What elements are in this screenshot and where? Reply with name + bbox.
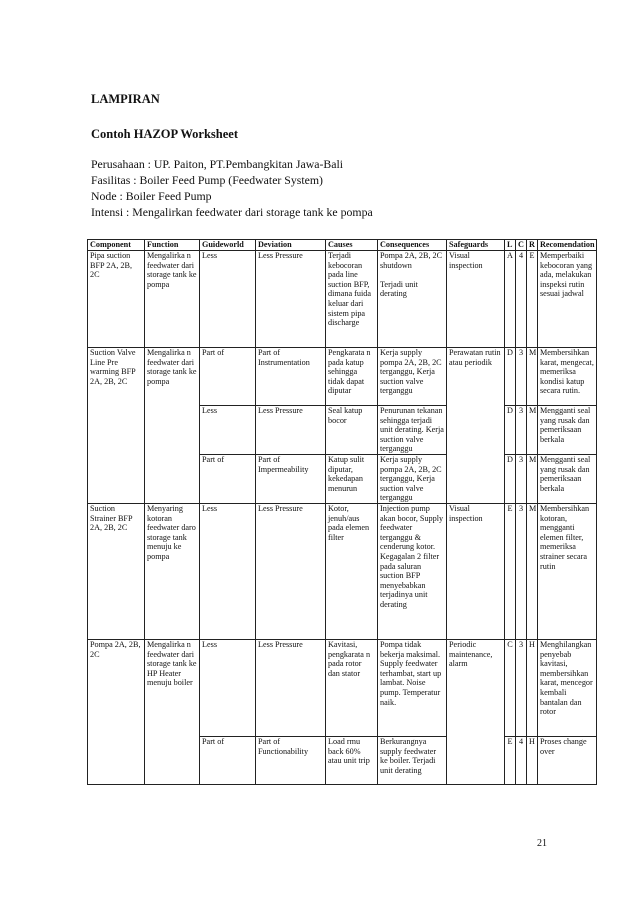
component-cell: Suction Valve Line Pre warming BFP 2A, 2B, 2C	[88, 348, 145, 504]
likelihood-cell: D	[505, 348, 516, 406]
page-number: 21	[537, 838, 547, 849]
function-cell: Mengalirka n feedwater dari storage tank ke pompa	[145, 348, 200, 504]
recommendation-cell: Membersihkan karat, mengecat, memeriksa kondisi katup secara rutin.	[538, 348, 597, 406]
info-block	[91, 156, 373, 220]
header-l: L	[505, 240, 516, 251]
header-deviation: Deviation	[256, 240, 326, 251]
table-row	[88, 503, 597, 639]
recommendation-cell: Memperbaiki kebocoran yang ada, melakukan inspeksi rutin sesuai jadwal	[538, 251, 597, 348]
header-function: Function	[145, 240, 200, 251]
likelihood-cell: C	[505, 639, 516, 736]
likelihood-cell: E	[505, 736, 516, 784]
causes-cell: Katup sulit diputar, kekedapan menurun	[326, 454, 378, 503]
table-row	[88, 251, 597, 348]
causes-cell: Terjadi kebocoran pada line suction BFP, dimana fuida keluar dari sistem pipa discharge	[326, 251, 378, 348]
recommendation-cell: Mengganti seal yang rusak dan pemeriksaan berkala	[538, 454, 597, 503]
facility-line: Fasilitas : Boiler Feed Pump (Feedwater System)	[91, 173, 323, 187]
appendix-heading: LAMPIRAN	[91, 92, 160, 106]
component-cell: Pipa suction BFP 2A, 2B, 2C	[88, 251, 145, 348]
likelihood-cell: D	[505, 406, 516, 455]
guideword-cell: Part of	[200, 736, 256, 784]
table-row	[88, 348, 597, 406]
risk-cell: M	[527, 348, 538, 406]
likelihood-cell: D	[505, 454, 516, 503]
consequence-rating-cell: 4	[516, 736, 527, 784]
deviation-cell: Less Pressure	[256, 406, 326, 455]
risk-cell: M	[527, 503, 538, 639]
consequences-cell: Pompa 2A, 2B, 2C shutdown Terjadi unit derating	[378, 251, 447, 348]
likelihood-cell: E	[505, 503, 516, 639]
header-consequences: Consequences	[378, 240, 447, 251]
consequence-rating-cell: 4	[516, 251, 527, 348]
safeguards-cell: Visual inspection	[447, 251, 505, 348]
deviation-cell: Part of Impermeability	[256, 454, 326, 503]
header-guideword: Guideworld	[200, 240, 256, 251]
safeguards-cell: Visual inspection	[447, 503, 505, 639]
company-line: Perusahaan : UP. Paiton, PT.Pembangkitan Jawa-Bali	[91, 157, 344, 171]
component-cell: Suction Strainer BFP 2A, 2B, 2C	[88, 503, 145, 639]
recommendation-cell: Membersihkan kotoran, mengganti elemen filter, memeriksa strainer secara rutin	[538, 503, 597, 639]
deviation-cell: Part of Functionability	[256, 736, 326, 784]
deviation-cell: Part of Instrumentation	[256, 348, 326, 406]
causes-cell: Pengkarata n pada katup sehingga tidak dapat diputar	[326, 348, 378, 406]
causes-cell: Kavitasi, pengkarata n pada rotor dan stator	[326, 639, 378, 736]
consequence-rating-cell: 3	[516, 454, 527, 503]
deviation-cell: Less Pressure	[256, 251, 326, 348]
guideword-cell: Less	[200, 406, 256, 455]
consequence-rating-cell: 3	[516, 348, 527, 406]
header-r: R	[527, 240, 538, 251]
deviation-cell: Less Pressure	[256, 639, 326, 736]
node-line: Node : Boiler Feed Pump	[91, 189, 212, 203]
causes-cell: Kotor, jenuh/aus pada elemen filter	[326, 503, 378, 639]
risk-cell: M	[527, 454, 538, 503]
function-cell: Mengalirka n feedwater dari storage tank ke HP Heater menuju boiler	[145, 639, 200, 784]
likelihood-cell: A	[505, 251, 516, 348]
recommendation-cell: Proses change over	[538, 736, 597, 784]
guideword-cell: Less	[200, 639, 256, 736]
consequences-cell: Pompa tidak bekerja maksimal. Supply feedwater terhambat, start up lambat. Noise pump. Temperatur naik.	[378, 639, 447, 736]
component-cell: Pompa 2A, 2B, 2C	[88, 639, 145, 784]
table-header-row	[88, 240, 597, 251]
consequences-cell: Kerja supply pompa 2A, 2B, 2C terganggu, Kerja suction valve terganggu	[378, 454, 447, 503]
risk-cell: H	[527, 736, 538, 784]
function-cell: Mengalirka n feedwater dari storage tank ke pompa	[145, 251, 200, 348]
function-cell: Menyaring kotoran feedwater daro storage tank menuju ke pompa	[145, 503, 200, 639]
consequence-rating-cell: 3	[516, 503, 527, 639]
deviation-cell: Less Pressure	[256, 503, 326, 639]
header-safeguards: Safeguards	[447, 240, 505, 251]
guideword-cell: Less	[200, 503, 256, 639]
consequences-cell: Penurunan tekanan sehingga terjadi unit derating. Kerja suction valve terganggu	[378, 406, 447, 455]
intention-line: Intensi : Mengalirkan feedwater dari storage tank ke pompa	[91, 205, 373, 219]
recommendation-cell: Mengganti seal yang rusak dan pemeriksaan berkala	[538, 406, 597, 455]
guideword-cell: Less	[200, 251, 256, 348]
consequences-cell: Injection pump akan bocor, Supply feedwater terganggu & cenderung kotor. Kegagalan 2 filter pada saluran suction BFP menyebabkan terjadinya unit derating	[378, 503, 447, 639]
guideword-cell: Part of	[200, 348, 256, 406]
consequence-rating-cell: 3	[516, 639, 527, 736]
consequence-rating-cell: 3	[516, 406, 527, 455]
recommendation-cell: Menghilangkan penyebab kavitasi, membersihkan karat, mencegor kembali bantalan dan rotor	[538, 639, 597, 736]
causes-cell: Seal katup bocor	[326, 406, 378, 455]
table-row	[88, 639, 597, 736]
header-component: Component	[88, 240, 145, 251]
header-causes: Causes	[326, 240, 378, 251]
consequences-cell: Kerja supply pompa 2A, 2B, 2C terganggu, Kerja suction valve terganggu	[378, 348, 447, 406]
safeguards-cell: Periodic maintenance, alarm	[447, 639, 505, 784]
risk-cell: H	[527, 639, 538, 736]
consequences-cell: Berkurangnya supply feedwater ke boiler. Terjadi unit derating	[378, 736, 447, 784]
worksheet-title: Contoh HAZOP Worksheet	[91, 127, 239, 141]
causes-cell: Load rmu back 60% atau unit trip	[326, 736, 378, 784]
guideword-cell: Part of	[200, 454, 256, 503]
header-c: C	[516, 240, 527, 251]
risk-cell: E	[527, 251, 538, 348]
header-recommendation: Recomendation	[538, 240, 597, 251]
safeguards-cell: Perawatan rutin atau periodik	[447, 348, 505, 504]
risk-cell: M	[527, 406, 538, 455]
hazop-table	[87, 239, 597, 785]
